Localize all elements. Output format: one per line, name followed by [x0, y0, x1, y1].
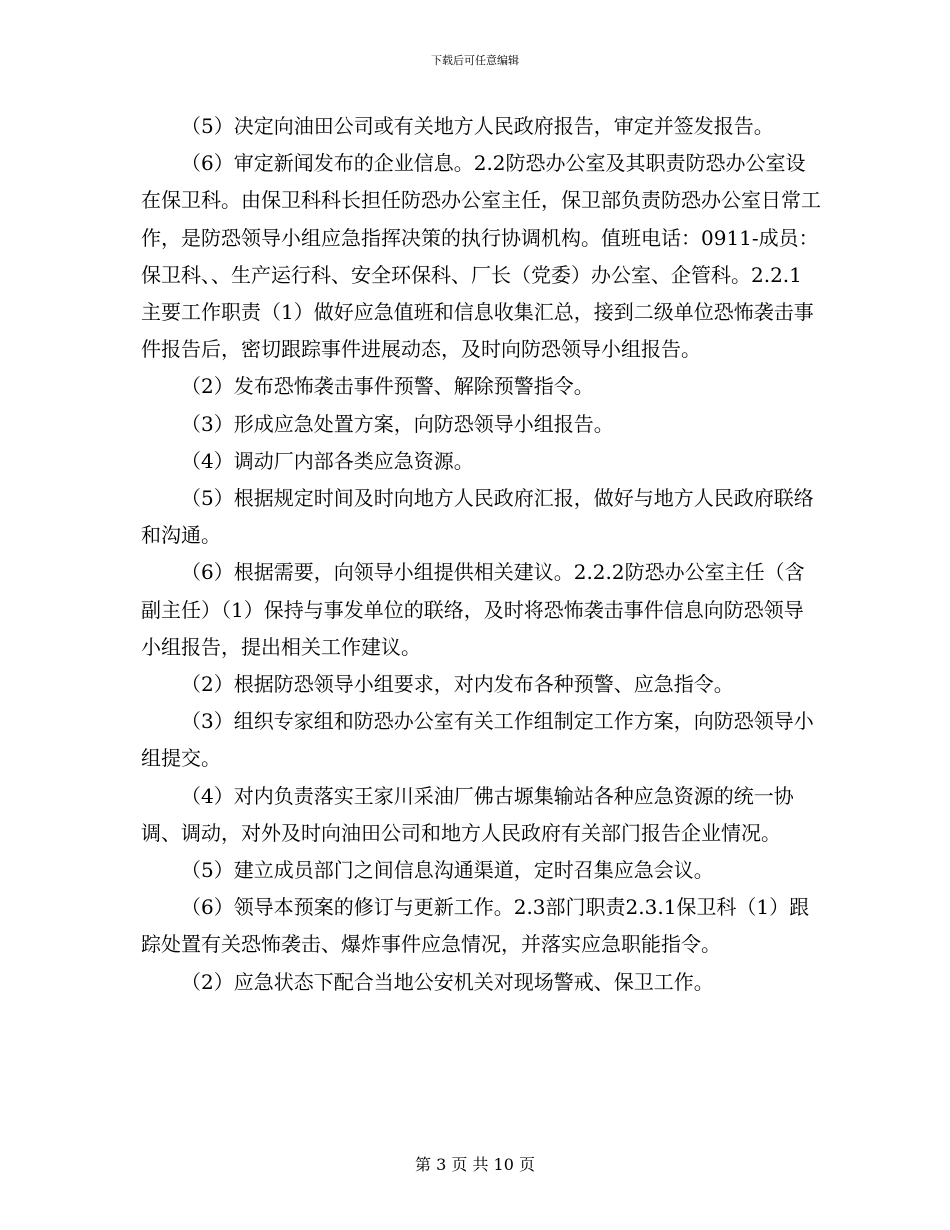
- page-footer: 第 3 页 共 10 页: [415, 1155, 535, 1174]
- document-body: [141, 108, 821, 1001]
- paragraph: （3）组织专家组和防恐办公室有关工作组制定工作方案，向防恐领导小组提交。: [141, 709, 814, 771]
- paragraph: （5）根据规定时间及时向地方人民政府汇报，做好与地方人民政府联络和沟通。: [141, 486, 814, 548]
- paragraph: （4）调动厂内部各类应急资源。: [181, 448, 474, 473]
- paragraph: （2）根据防恐领导小组要求，对内发布各种预警、应急指令。: [181, 672, 734, 697]
- paragraph: （2）应急状态下配合当地公安机关对现场警戒、保卫工作。: [181, 969, 714, 994]
- paragraph: （5）决定向油田公司或有关地方人民政府报告，审定并签发报告。: [181, 114, 774, 138]
- paragraph: （6）根据需要，向领导小组提供相关建议。2.2.2防恐办公室主任（含副主任）（1）保持与事发单位的联络，及时将恐怖袭击事件信息向防恐领导小组报告，提出相关工作建议。: [141, 560, 805, 659]
- page-header: 下载后可任意编辑: [431, 54, 519, 67]
- paragraph: （4）对内负责落实王家川采油厂佛古塬集输站各种应急资源的统一协调、调动，对外及时向油田公司和地方人民政府有关部门报告企业情况。: [141, 783, 794, 845]
- paragraph: （5）建立成员部门之间信息沟通渠道，定时召集应急会议。: [181, 858, 714, 883]
- paragraph: （2）发布恐怖袭击事件预警、解除预警指令。: [181, 374, 594, 399]
- paragraph: （6）审定新闻发布的企业信息。2.2防恐办公室及其职责防恐办公室设在保卫科。由保卫科科长担任防恐办公室主任，保卫部负责防恐办公室日常工作，是防恐领导小组应急指挥决策的执行协调机构。值班电话：0911-成员：保卫科、、生产运行科、安全环保科、厂长（党委）办公室、企管科。2.2.1主要工作职责（1）做好应急值班和信息收集汇总，接到二级单位恐怖袭击事件报告后，密切跟踪事件进展动态，及时向防恐领导小组报告。: [141, 151, 821, 362]
- paragraph: （6）领导本预案的修订与更新工作。2.3部门职责2.3.1保卫科（1）跟踪处置有关恐怖袭击、爆炸事件应急情况，并落实应急职能指令。: [141, 895, 810, 957]
- paragraph: （3）形成应急处置方案，向防恐领导小组报告。: [181, 411, 614, 436]
